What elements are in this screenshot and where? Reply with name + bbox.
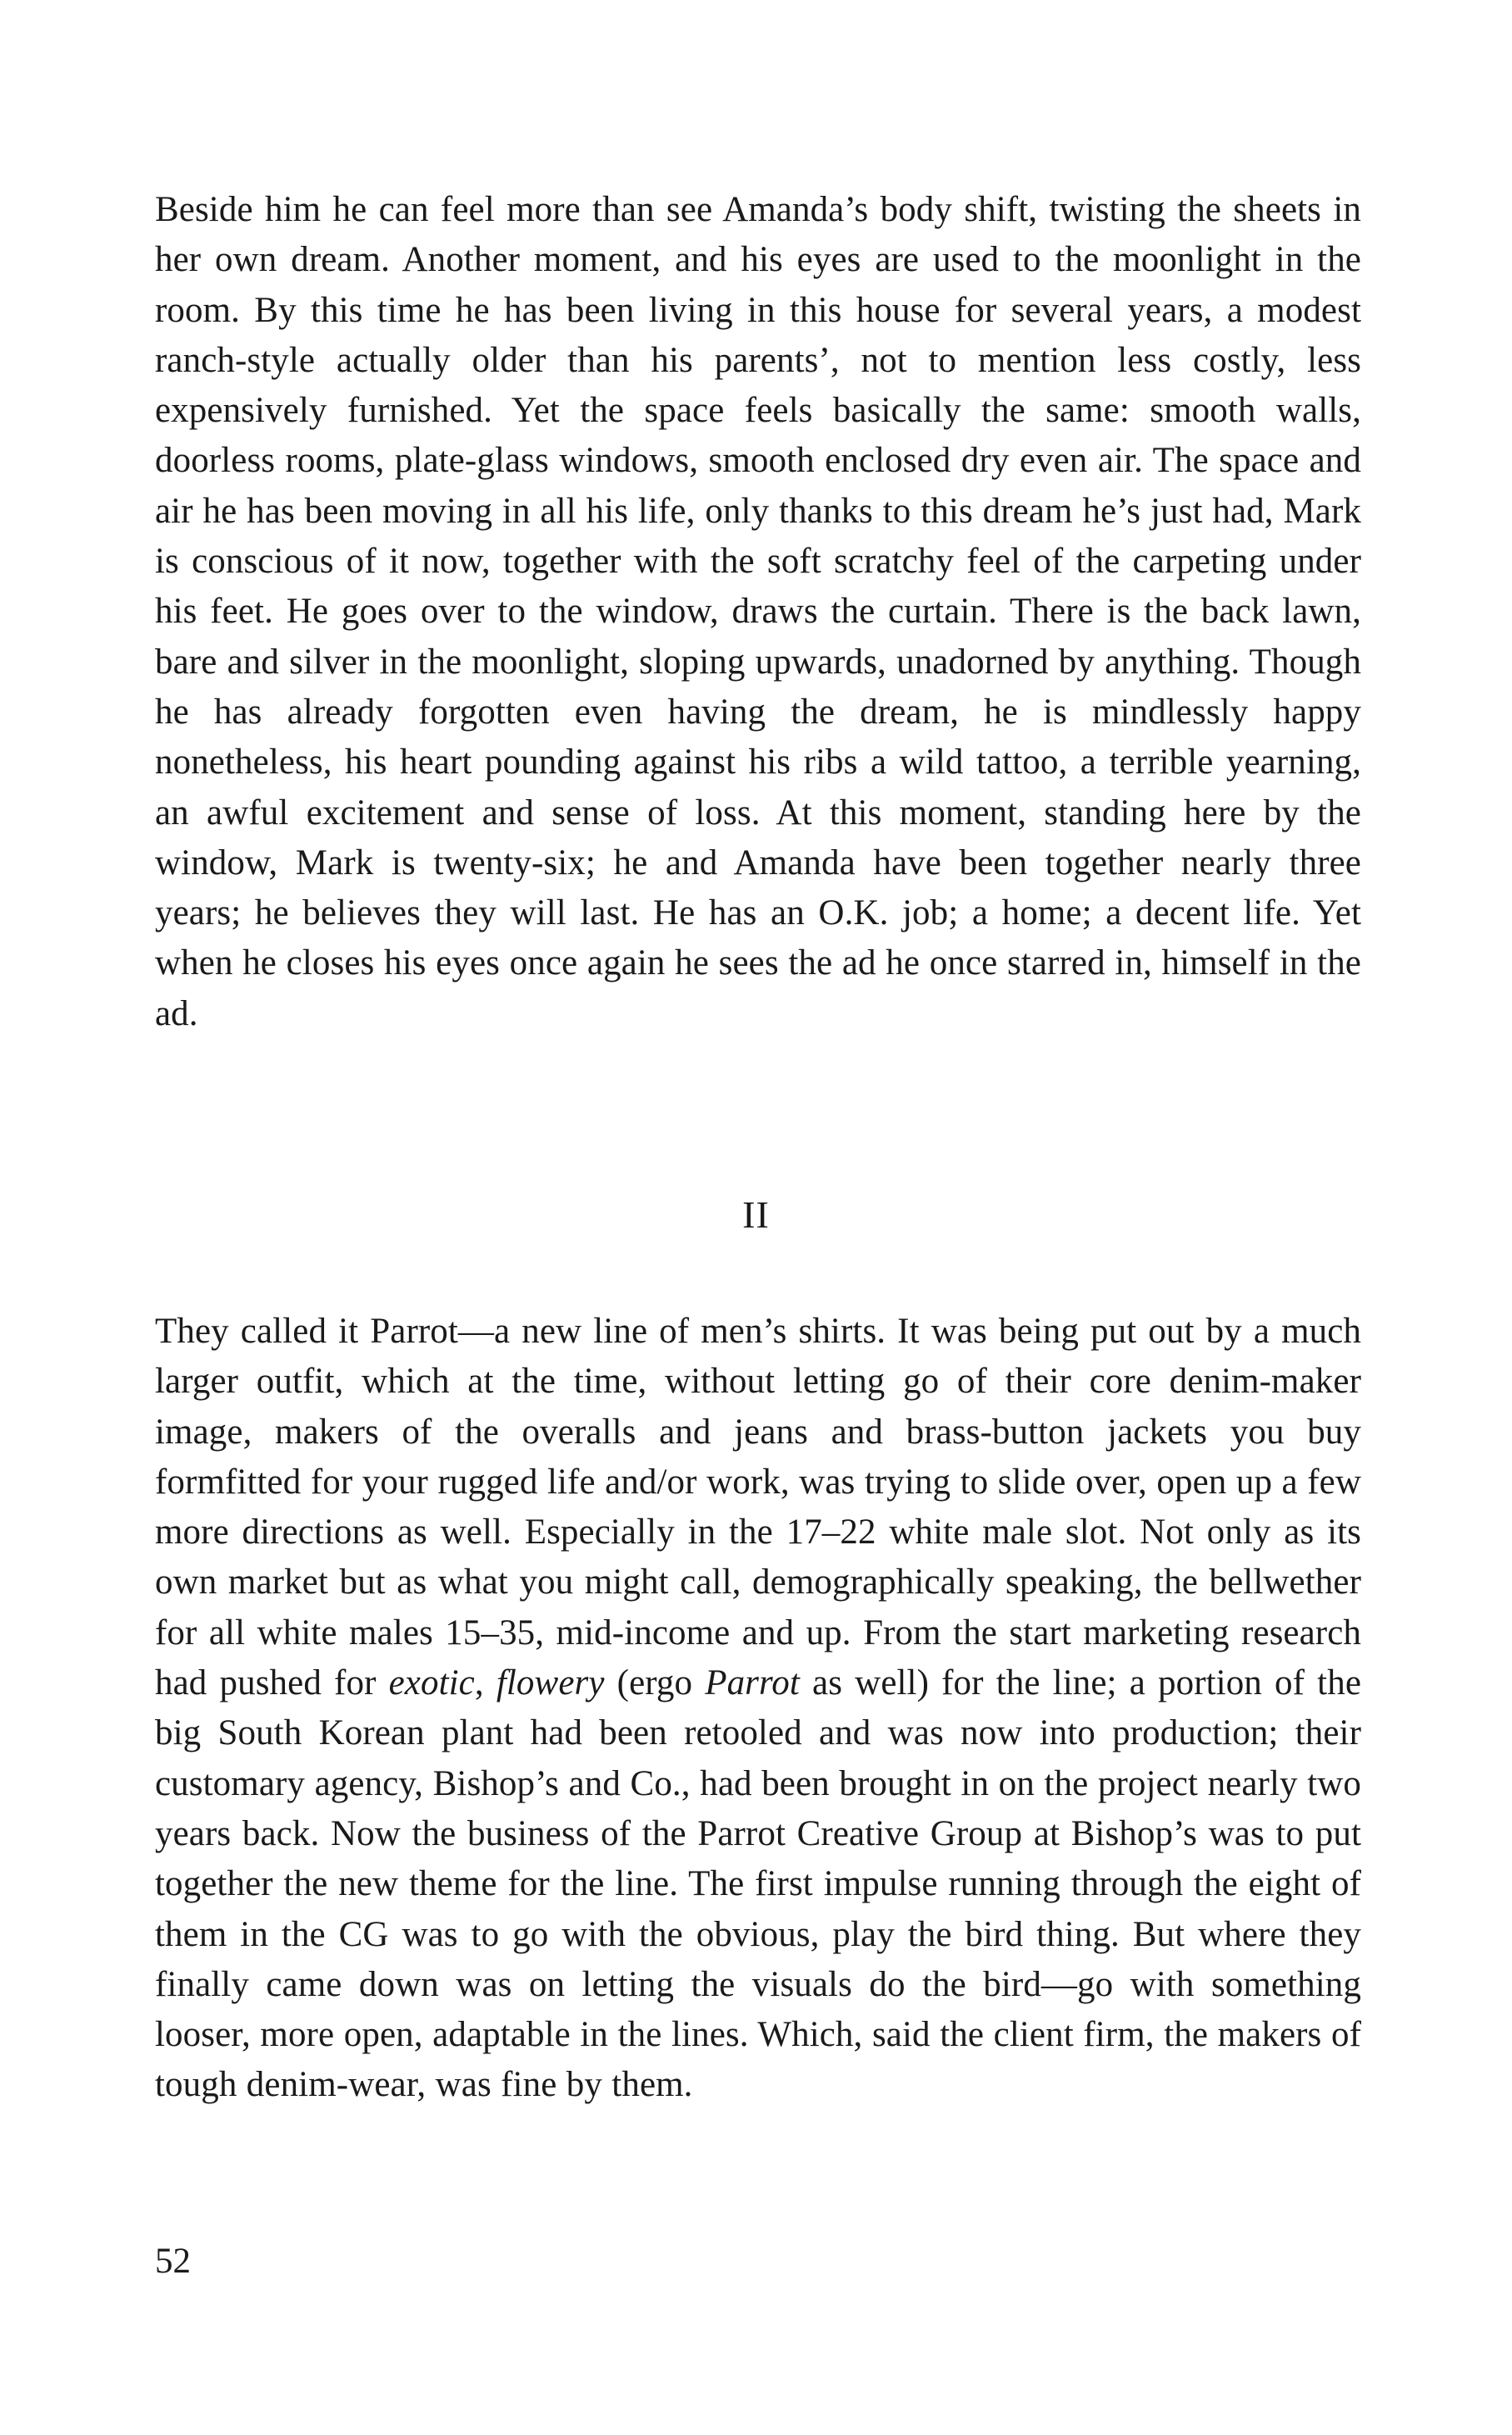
paragraph-text-segment: ,	[474, 1663, 497, 1703]
italic-word-flowery: flowery	[496, 1663, 605, 1703]
page-number: 52	[155, 2242, 191, 2281]
paragraph-parrot-shirts	[155, 1307, 1361, 2111]
italic-word-parrot: Parrot	[705, 1663, 800, 1703]
italic-word-exotic: exotic	[388, 1663, 475, 1703]
paragraph-mark-at-window: Beside him he can feel more than see Amanda’s body shift, twisting the sheets in her own dream. Another moment, and his eyes are used to the moonlight in the room. By this time he has been living in this house for several years, a modest ranch-style actually older than his parents’, not to mention less costly, less expensively furnished. Yet the space feels basically the same: smooth walls, doorless rooms, plate-glass windows, smooth enclosed dry even air. The space and air he has been moving in all his life, only thanks to this dream he’s just had, Mark is conscious of it now, together with the soft scratchy feel of the carpeting under his feet. He goes over to the window, draws the curtain. There is the back lawn, bare and silver in the moonlight, sloping upwards, unadorned by anything. Though he has already forgotten even having the dream, he is mindlessly happy nonetheless, his heart pounding against his ribs a wild tattoo, a terrible yearning, an awful excitement and sense of loss. At this moment, standing here by the window, Mark is twenty-six; he and Amanda have been together nearly three years; he believes they will last. He has an O.K. job; a home; a decent life. Yet when he closes his eyes once again he sees the ad he once starred in, himself in the ad.	[155, 190, 1361, 1033]
section-heading: II	[742, 1193, 770, 1236]
paragraph-text-segment: (ergo	[604, 1663, 706, 1703]
paragraph-text-segment: as well) for the line; a portion of the big South Korean plant had been retooled and was now into production; their customary agency, Bishop’s and Co., had been brought in on the project nearly two years back. Now the business of the Parrot Creative Group at Bishop’s was to put together the new theme for the line. The first impulse running through the eight of them in the CG was to go with the obvious, play the bird thing. But where they finally came down was on letting the visuals do the bird—go with something looser, more open, adaptable in the lines. Which, said the client firm, the makers of tough denim-wear, was fine by them.	[155, 1663, 1362, 2105]
paragraph-text-segment: They called it Parrot—a new line of men’s shirts. It was being put out by a much larger outfit, which at the time, without letting go of their core denim-maker image, makers of the overalls and jeans and brass-button jackets you buy formfitted for your rugged life and/or work, was trying to slide over, open up a few more directions as well. Especially in the 17–22 white male slot. Not only as its own market but as what you might call, demographically speaking, the bellwether for all white males 15–35, mid-income and up. From the start marketing research had pushed for	[155, 1312, 1361, 1703]
